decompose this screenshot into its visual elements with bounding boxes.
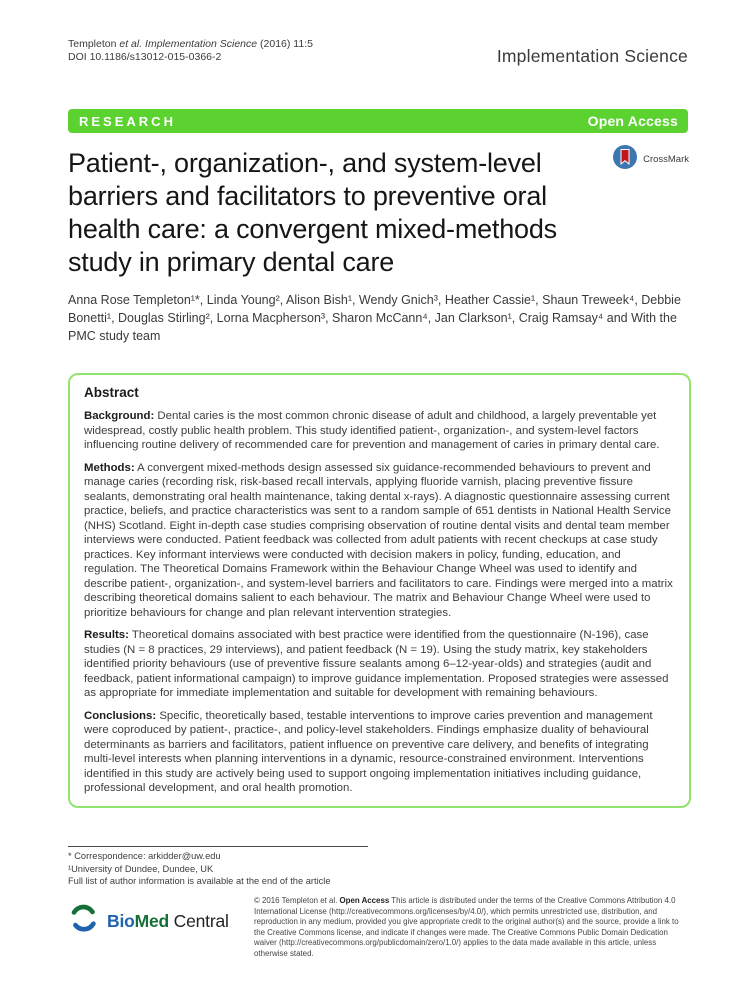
- open-access-label: Open Access: [587, 113, 678, 129]
- license-body: This article is distributed under the terms of the Creative Commons Attribution 4.0 International License (http://creativecommons.org/licenses/by/4.0/), which permits unrestricted use, distribution, and reproduction in any medium, provided you give appropriate credit to the original author(s) and the source, provide a link to the Creative Commons license, and indicate if changes were made. The Creative Commons Public Domain Dedication waiver (http://creativecommons.org/publicdomain/zero/1.0/) applies to the data made available in this article, unless otherwise stated.: [254, 896, 679, 958]
- author-list: Anna Rose Templeton¹*, Linda Young², Alison Bish¹, Wendy Gnich³, Heather Cassie¹, Shaun Treweek⁴, Debbie Bonetti¹, Douglas Stirling², Lorna Macpherson³, Sharon McCann⁴, Jan Clarkson¹, Craig Ramsay⁴ and With the PMC study team: [68, 293, 681, 343]
- crossmark-badge[interactable]: [612, 144, 689, 175]
- article-title: Patient-, organization-, and system-level barriers and facilitators to preventive oral health care: a convergent mixed-methods study in primary dental care: [68, 148, 557, 277]
- license-text: [254, 896, 689, 960]
- citation-block: [68, 38, 313, 64]
- author-info-note: Full list of author information is available at the end of the article: [68, 876, 331, 886]
- abstract-conclusions-label: Conclusions:: [84, 709, 157, 722]
- abstract-methods-text: A convergent mixed-methods design assessed six guidance-recommended behaviours to prevent and manage caries (recording risk, risk-based recall intervals, applying fluoride varnish, placing preventive fissure sealants, demonstrating oral health maintenance, taking dental x-rays). A diagnostic questionnaire assessing current practice, beliefs, and practice characteristics was sent to a random sample of 651 dentists in National Health Service (NHS) Scotland. Eight in-depth case studies comprising observation of routine dental visits and dental team member interviews were conducted. Patient feedback was collected from adult patients with recent checkups at case study practices. Key informant interviews were conducted with decision makers in policy, funding, education, and regulation. The Theoretical Domains Framework within the Behaviour Change Wheel was used to identify and describe patient-, organization-, and system-level barriers and facilitators to care. Findings were merged into a matrix describing theoretical domains salient to each behaviour. The matrix and Behaviour Change Wheel were used to prioritize behaviours for change and plan relevant intervention strategies.: [84, 461, 673, 619]
- journal-name: Implementation Science: [496, 46, 688, 66]
- logo-central: Central: [173, 911, 229, 931]
- abstract-methods: [84, 461, 675, 621]
- biomed-central-wordmark: [107, 911, 229, 932]
- abstract-results-label: Results:: [84, 629, 129, 641]
- abstract-results: [84, 628, 675, 701]
- abstract-conclusions: [84, 709, 675, 796]
- abstract-background: [84, 409, 675, 453]
- copyright-line: © 2016 Templeton et al.: [254, 896, 340, 905]
- citation-line: [68, 38, 313, 51]
- affiliation-line: ¹University of Dundee, Dundee, UK: [68, 863, 214, 874]
- footnotes: [68, 846, 408, 888]
- abstract-heading: Abstract: [84, 385, 139, 400]
- crossmark-label: CrossMark: [643, 154, 689, 165]
- article-type-banner: [68, 109, 688, 133]
- publisher-strip: [66, 896, 689, 960]
- abstract-box: [68, 373, 691, 808]
- biomed-central-swoosh-icon: [66, 902, 100, 941]
- abstract-conclusions-text: Specific, theoretically based, testable interventions to improve caries prevention and management were coproduced by patient-, practice-, and policy-level stakeholders. Findings emphasize duality of behavioural determinants as barriers and facilitators, patient influence on preventive care delivery, and benefits of integrating multi-level interests when planning interventions in a dynamic, resource-constrained environment. Interventions identified in this study are actively being used to support ongoing implementation initiatives including guidance, professional development, and oral health promotion.: [84, 709, 653, 794]
- citation-issue: (2016) 11:5: [257, 38, 313, 50]
- citation-journal-italic: et al. Implementation Science: [119, 38, 258, 50]
- logo-med: Med: [134, 911, 169, 931]
- page-header: [68, 38, 688, 67]
- biomed-central-logo: [66, 902, 254, 941]
- abstract-results-text: Theoretical domains associated with best practice were identified from the questionnaire (N-196), case studies (N = 8 practices, 29 interviews), and patient feedback (N = 19). Using the study matrix, key stakeholders identified priority behaviours (use of preventive fissure sealants among 6–12-year-olds) and strategies (audit and feedback, patient informational campaign) to improve guidance implementation. Proposed strategies were assessed as appropriate for immediate implementation and suitable for development with remaining behaviours.: [84, 629, 669, 699]
- doi-line: DOI 10.1186/s13012-015-0366-2: [68, 51, 222, 63]
- footnote-divider: [68, 846, 368, 847]
- abstract-background-text: Dental caries is the most common chronic disease of adult and childhood, a largely preventable yet widespread, costly public health problem. This study identified patient-, organization-, and system-level factors influencing routine delivery of recommended care for prevention and management of caries in primary dental care.: [84, 410, 660, 451]
- logo-bio: Bio: [107, 911, 135, 931]
- crossmark-icon: [612, 144, 638, 175]
- correspondence-line: * Correspondence: arkidder@uw.edu: [68, 851, 221, 861]
- article-type-label: RESEARCH: [79, 113, 176, 129]
- abstract-methods-label: Methods:: [84, 461, 135, 474]
- abstract-background-label: Background:: [84, 410, 155, 422]
- citation-authors: Templeton: [68, 38, 120, 50]
- open-access-bold: Open Access: [339, 896, 390, 905]
